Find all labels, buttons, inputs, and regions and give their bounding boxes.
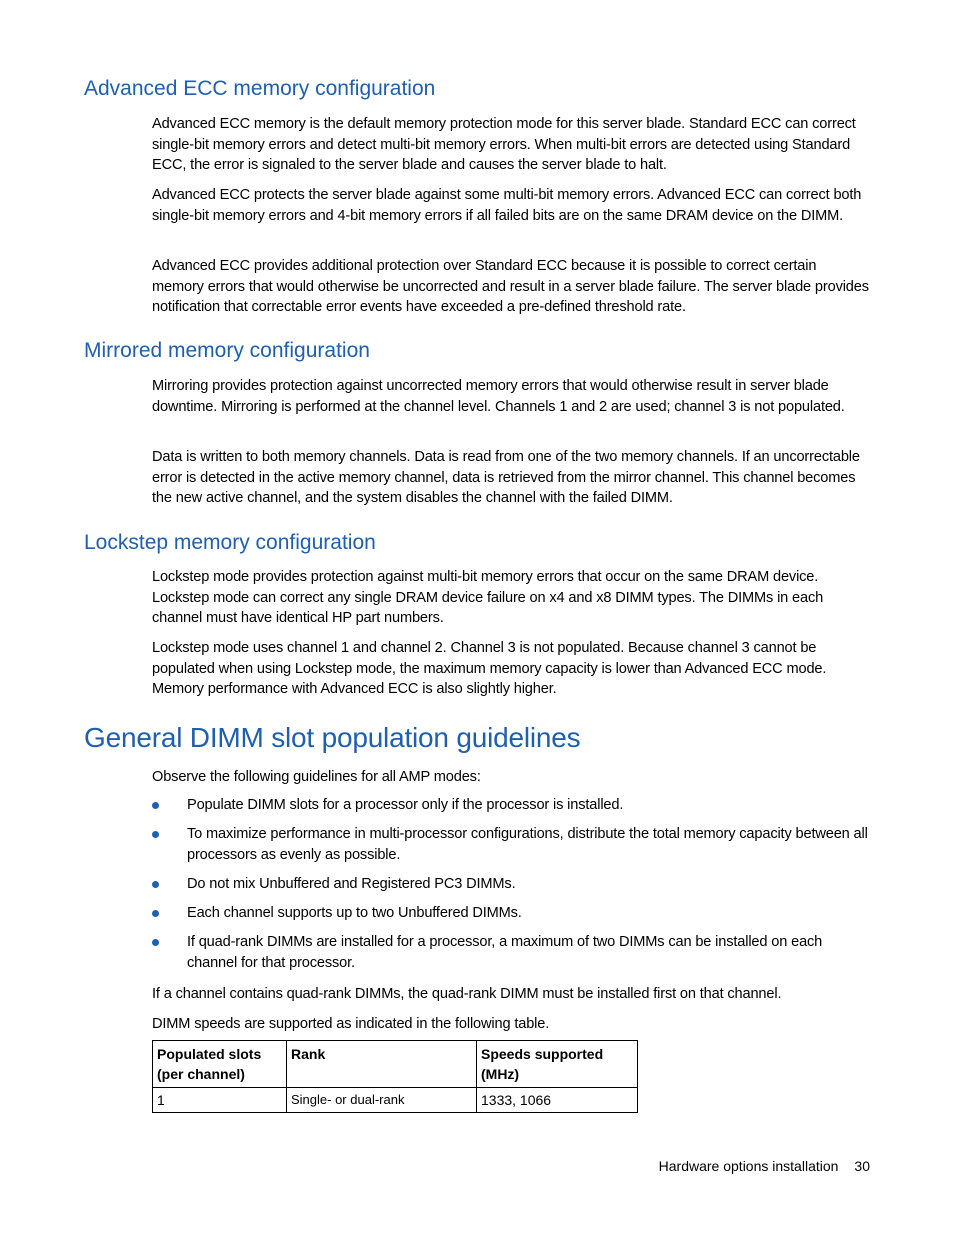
section-heading-lockstep: Lockstep memory configuration: [84, 531, 376, 554]
page-number: 30: [854, 1158, 870, 1174]
dimm-speed-table: [152, 1040, 638, 1113]
paragraph: DIMM speeds are supported as indicated in the following table.: [152, 1016, 550, 1032]
paragraph: Lockstep mode uses channel 1 and channel 2. Channel 3 is not populated. Because channel 3 cannot be populated when using Lockstep mode, the maximum memory capacity is lower than Advanced ECC mode. Memory performance with Advanced ECC is also slightly higher.: [152, 640, 827, 697]
paragraph: Advanced ECC provides additional protection over Standard ECC because it is possible to correct certain memory errors that would otherwise be uncorrected and result in a server blade failure. The server blade provides notification that correctable error events have exceeded a pre-defined threshold rate.: [152, 258, 869, 315]
list-item-text: Do not mix Unbuffered and Registered PC3 DIMMs.: [187, 876, 516, 892]
bullet-icon: [152, 939, 159, 946]
bullet-icon: [152, 881, 159, 888]
paragraph: Advanced ECC protects the server blade against some multi-bit memory errors. Advanced ECC can correct both single-bit memory errors and 4-bit memory errors if all failed bits are on the same DRAM device on the DIMM.: [152, 187, 862, 224]
guidelines-intro: Observe the following guidelines for all AMP modes:: [152, 769, 481, 785]
paragraph: Mirroring provides protection against uncorrected memory errors that would otherwise result in server blade downtime. Mirroring is performed at the channel level. Channels 1 and 2 are used; channel 3 is not populated.: [152, 378, 845, 415]
list-item-text: Populate DIMM slots for a processor only if the processor is installed.: [187, 797, 624, 813]
paragraph: Lockstep mode provides protection against multi-bit memory errors that occur on the same DRAM device. Lockstep mode can correct any single DRAM device failure on x4 and x8 DIMM types. The DIMMs in each channel must have identical HP part numbers.: [152, 569, 824, 626]
paragraph: Data is written to both memory channels. Data is read from one of the two memory channels. If an uncorrectable error is detected in the active memory channel, data is retrieved from the mirror channel. This channel becomes the new active channel, and the system disables the channel with the failed DIMM.: [152, 449, 860, 506]
table-cell: 1: [153, 1088, 287, 1113]
paragraph: If a channel contains quad-rank DIMMs, the quad-rank DIMM must be installed first on that channel.: [152, 986, 782, 1002]
table-header-speeds: Speeds supported (MHz): [477, 1041, 638, 1088]
paragraph: Advanced ECC memory is the default memory protection mode for this server blade. Standard ECC can correct single-bit memory errors and detect multi-bit memory errors. When multi-bit errors are detected using Standard ECC, the error is signaled to the server blade and causes the server blade to halt.: [152, 116, 856, 173]
list-item-text: Each channel supports up to two Unbuffered DIMMs.: [187, 905, 522, 921]
bullet-icon: [152, 910, 159, 917]
list-item-text: If quad-rank DIMMs are installed for a processor, a maximum of two DIMMs can be installed on each channel for that processor.: [187, 934, 823, 971]
chapter-heading-dimm-guidelines: General DIMM slot population guidelines: [84, 722, 581, 753]
table-cell: Single- or dual-rank: [287, 1088, 477, 1113]
table-cell: 1333, 1066: [477, 1088, 638, 1113]
table-row: [153, 1088, 638, 1113]
table-header-row: [153, 1041, 638, 1088]
section-heading-mirrored: Mirrored memory configuration: [84, 339, 370, 362]
table-header-rank: Rank: [287, 1041, 477, 1088]
bullet-icon: [152, 802, 159, 809]
footer-section-title: Hardware options installation: [658, 1158, 839, 1174]
page-footer: [659, 1158, 870, 1174]
table-header-populated-slots: Populated slots (per channel): [153, 1041, 287, 1088]
bullet-icon: [152, 831, 159, 838]
list-item-text: To maximize performance in multi-processor configurations, distribute the total memory capacity between all processors as evenly as possible.: [187, 826, 868, 863]
section-heading-advanced-ecc: Advanced ECC memory configuration: [84, 77, 436, 100]
